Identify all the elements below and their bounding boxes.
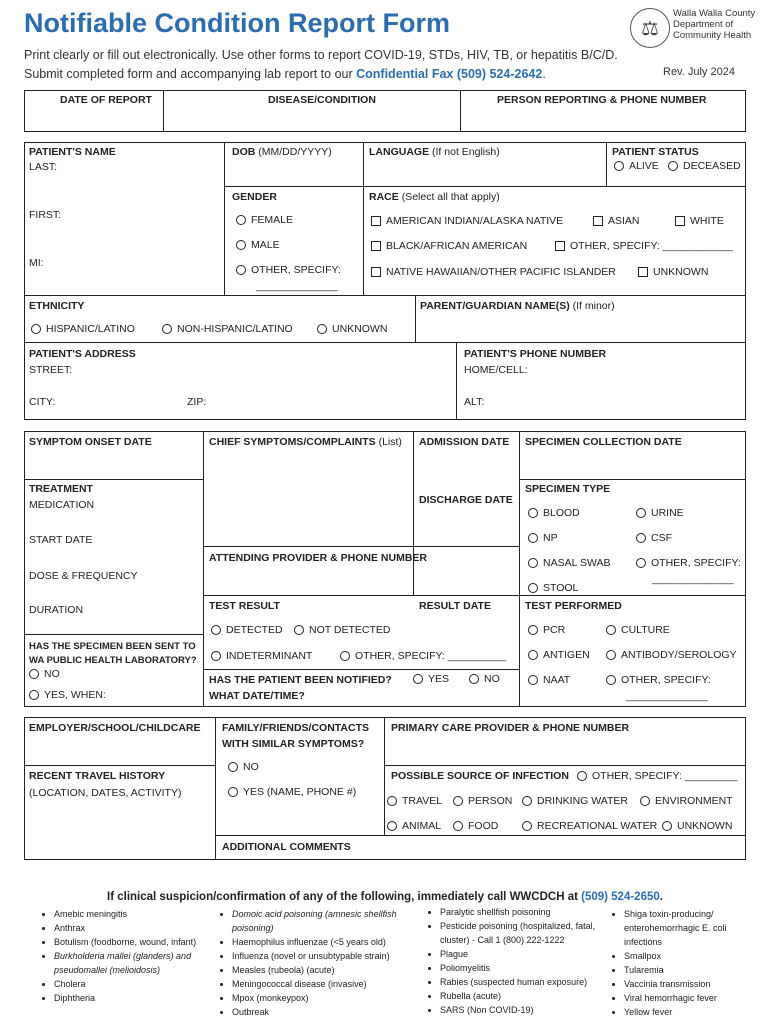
race-unknown-checkbox[interactable]: UNKNOWN (638, 266, 708, 278)
zip-field[interactable]: ZIP: (187, 396, 207, 408)
possible-source-label: POSSIBLE SOURCE OF INFECTION (391, 770, 569, 782)
list-item: • Tularemia (624, 963, 764, 977)
urgent-call-banner: If clinical suspicion/confirmation of any of the following, immediately call WWCDCH at (509) 524-2650. (107, 891, 663, 903)
list-item: • Influenza (novel or unsubtypable strain) (232, 949, 422, 963)
confidential-fax-link[interactable]: Confidential Fax (509) 524-2642 (356, 67, 543, 81)
department-name: Walla Walla County Department of Community Health (673, 8, 756, 41)
notified-no-radio[interactable]: NO (469, 673, 500, 685)
list-item: • Yellow fever (624, 1005, 764, 1019)
source-food-radio[interactable]: FOOD (453, 820, 498, 832)
source-unknown-radio[interactable]: UNKNOWN (662, 820, 732, 832)
medication-field[interactable]: MEDICATION (29, 499, 95, 511)
test-other-blank[interactable]: ______________ (626, 690, 708, 702)
county-seal-icon: ⚖ (630, 8, 670, 48)
test-antibody-radio[interactable]: ANTIBODY/SEROLOGY (606, 649, 737, 661)
instructions-line-2: Submit completed form and accompanying lab report to our Confidential Fax (509) 524-2642. (24, 67, 546, 81)
travel-history-label: RECENT TRAVEL HISTORY (29, 770, 166, 782)
list-item: • Anthrax (54, 921, 229, 935)
source-environment-radio[interactable]: ENVIRONMENT (640, 795, 733, 807)
specimen-blood-radio[interactable]: BLOOD (528, 507, 580, 519)
list-item: • Amebic meningitis (54, 907, 229, 921)
list-item: • Smallpox (624, 949, 764, 963)
dob-field[interactable]: DOB (MM/DD/YYYY) (232, 146, 332, 158)
contacts-yes-radio[interactable]: YES (NAME, PHONE #) (228, 786, 356, 798)
patient-status-label: PATIENT STATUS (612, 146, 699, 158)
result-detected-radio[interactable]: DETECTED (211, 624, 283, 636)
language-field[interactable]: LANGUAGE (If not English) (369, 146, 500, 158)
ethnicity-label: ETHNICITY (29, 300, 85, 312)
result-indeterminant-radio[interactable]: INDETERMINANT (211, 650, 312, 662)
test-culture-radio[interactable]: CULTURE (606, 624, 670, 636)
treatment-label: TREATMENT (29, 483, 93, 495)
test-naat-radio[interactable]: NAAT (528, 674, 570, 686)
additional-comments-field[interactable]: ADDITIONAL COMMENTS (222, 841, 351, 853)
patient-section (24, 142, 746, 420)
patient-address-label: PATIENT'S ADDRESS (29, 348, 136, 360)
specimen-collection-label: SPECIMEN COLLECTION DATE (525, 436, 682, 448)
specimen-sent-question-2: WA PUBLIC HEALTH LABORATORY? (29, 655, 197, 666)
race-other-checkbox[interactable]: OTHER, SPECIFY: ____________ (555, 240, 733, 252)
result-not-detected-radio[interactable]: NOT DETECTED (294, 624, 390, 636)
specimen-other-radio[interactable]: OTHER, SPECIFY: (636, 557, 741, 569)
race-nhpi-checkbox[interactable]: NATIVE HAWAIIAN/OTHER PACIFIC ISLANDER (371, 266, 616, 278)
race-black-checkbox[interactable]: BLACK/AFRICAN AMERICAN (371, 240, 527, 252)
race-asian-checkbox[interactable]: ASIAN (593, 215, 640, 227)
conditions-column-4 (612, 907, 764, 1019)
city-field[interactable]: CITY: (29, 396, 56, 408)
notified-yes-radio[interactable]: YES (413, 673, 449, 685)
home-cell-field[interactable]: HOME/CELL: (464, 364, 528, 376)
gender-label: GENDER (232, 191, 277, 203)
disease-condition-label: DISEASE/CONDITION (268, 94, 376, 106)
specimen-csf-radio[interactable]: CSF (636, 532, 672, 544)
duration-field[interactable]: DURATION (29, 604, 84, 616)
specimen-nasal-radio[interactable]: NASAL SWAB (528, 557, 611, 569)
middle-initial-field[interactable]: MI: (29, 257, 44, 269)
date-of-report-label: DATE OF REPORT (60, 94, 152, 106)
source-travel-radio[interactable]: TRAVEL (387, 795, 442, 807)
result-other-radio[interactable]: OTHER, SPECIFY: __________ (340, 650, 506, 662)
family-contacts-label-2: WITH SIMILAR SYMPTOMS? (222, 738, 365, 750)
list-item: • SARS (Non COVID-19) (440, 1003, 618, 1017)
race-label: RACE (Select all that apply) (369, 191, 500, 203)
list-item: • Mpox (monkeypox) (232, 991, 422, 1005)
guardian-name-field[interactable]: PARENT/GUARDIAN NAME(S) (If minor) (420, 300, 615, 312)
notified-date-question: WHAT DATE/TIME? (209, 690, 305, 702)
list-item: • Domoic acid poisoning (amnesic shellfish poisoning) (232, 907, 422, 935)
conditions-column-3 (428, 905, 618, 1017)
specimen-stool-radio[interactable]: STOOL (528, 582, 578, 594)
street-field[interactable]: STREET: (29, 364, 73, 376)
contacts-no-radio[interactable]: NO (228, 761, 259, 773)
specimen-sent-yes-radio[interactable]: YES, WHEN: (29, 689, 106, 701)
list-item: • Outbreak (232, 1005, 422, 1019)
gender-other-blank[interactable]: ______________ (256, 280, 338, 292)
race-aian-checkbox[interactable]: AMERICAN INDIAN/ALASKA NATIVE (371, 215, 563, 227)
specimen-type-label: SPECIMEN TYPE (525, 483, 611, 495)
test-antigen-radio[interactable]: ANTIGEN (528, 649, 590, 661)
list-item: • Viral hemorrhagic fever (624, 991, 764, 1005)
source-other-radio[interactable]: OTHER, SPECIFY: _________ (577, 770, 737, 782)
list-item: • Paralytic shellfish poisoning (440, 905, 618, 919)
dose-frequency-field[interactable]: DOSE & FREQUENCY (29, 570, 138, 582)
list-item: • Poliomyelitis (440, 961, 618, 975)
person-reporting-label: PERSON REPORTING & PHONE NUMBER (497, 94, 707, 106)
gender-male-radio[interactable]: MALE (236, 239, 280, 251)
test-pcr-radio[interactable]: PCR (528, 624, 565, 636)
symptom-onset-label: SYMPTOM ONSET DATE (29, 436, 152, 448)
source-drinking-water-radio[interactable]: DRINKING WATER (522, 795, 628, 807)
patient-name-label: PATIENT'S NAME (29, 146, 116, 158)
ethnicity-hispanic-radio[interactable]: HISPANIC/LATINO (31, 323, 135, 335)
list-item: • Shiga toxin-producing/ enterohemorrhagic E. coli infections (624, 907, 764, 949)
list-item: • Diphtheria (54, 991, 229, 1005)
ethnicity-nonhispanic-radio[interactable]: NON-HISPANIC/LATINO (162, 323, 293, 335)
patient-phone-label: PATIENT'S PHONE NUMBER (464, 348, 607, 360)
list-item: • Rabies (suspected human exposure) (440, 975, 618, 989)
list-item: • Measles (rubeola) (acute) (232, 963, 422, 977)
gender-other-radio[interactable]: OTHER, SPECIFY: (236, 264, 341, 276)
employer-school-label: EMPLOYER/SCHOOL/CHILDCARE (29, 722, 201, 734)
list-item: • Meningococcal disease (invasive) (232, 977, 422, 991)
conditions-column-2 (220, 907, 422, 1019)
list-item: • Pesticide poisoning (hospitalized, fatal, cluster) - Call 1 (800) 222-1222 (440, 919, 618, 947)
list-item: • Plague (440, 947, 618, 961)
attending-provider-label: ATTENDING PROVIDER & PHONE NUMBER (209, 552, 427, 564)
primary-care-label: PRIMARY CARE PROVIDER & PHONE NUMBER (391, 722, 630, 734)
specimen-other-blank[interactable]: ______________ (652, 573, 734, 585)
first-name-field[interactable]: FIRST: (29, 209, 62, 221)
list-item: • Burkholderia mallei (glanders) and pseudomallei (melioidosis) (54, 949, 229, 977)
specimen-sent-question-1: HAS THE SPECIMEN BEEN SENT TO (29, 641, 196, 652)
chief-symptoms-field[interactable]: CHIEF SYMPTOMS/COMPLAINTS (List) (209, 436, 402, 448)
test-result-label: TEST RESULT (209, 600, 280, 612)
form-title: Notifiable Condition Report Form (24, 8, 450, 38)
source-person-radio[interactable]: PERSON (453, 795, 512, 807)
race-white-checkbox[interactable]: WHITE (675, 215, 724, 227)
discharge-date-label: DISCHARGE DATE (419, 494, 513, 506)
result-date-label: RESULT DATE (419, 600, 491, 612)
instructions-line-1: Print clearly or fill out electronically. Use other forms to report COVID-19, STDs, HIV, TB, or hepatitis B/C/D. (24, 48, 618, 62)
source-animal-radio[interactable]: ANIMAL (387, 820, 441, 832)
source-recreational-water-radio[interactable]: RECREATIONAL WATER (522, 820, 657, 832)
status-deceased-radio[interactable]: DECEASED (668, 160, 741, 172)
status-alive-radio[interactable]: ALIVE (614, 160, 659, 172)
test-other-radio[interactable]: OTHER, SPECIFY: (606, 674, 711, 686)
gender-female-radio[interactable]: FEMALE (236, 214, 293, 226)
start-date-field[interactable]: START DATE (29, 534, 93, 546)
list-item: • Cholera (54, 977, 229, 991)
revision-date: Rev. July 2024 (663, 66, 735, 78)
specimen-sent-no-radio[interactable]: NO (29, 668, 60, 680)
admission-date-label: ADMISSION DATE (419, 436, 510, 448)
list-item: • Haemophilus influenzae (<5 years old) (232, 935, 422, 949)
list-item: • Botulism (foodborne, wound, infant) (54, 935, 229, 949)
family-contacts-label-1: FAMILY/FRIENDS/CONTACTS (222, 722, 370, 734)
specimen-np-radio[interactable]: NP (528, 532, 558, 544)
travel-history-note: (LOCATION, DATES, ACTIVITY) (29, 787, 182, 799)
alt-phone-field[interactable]: ALT: (464, 396, 485, 408)
wwcdch-phone[interactable]: (509) 524-2650 (581, 891, 660, 903)
conditions-column-1 (42, 907, 229, 1005)
patient-notified-question: HAS THE PATIENT BEEN NOTIFIED? (209, 674, 392, 686)
specimen-urine-radio[interactable]: URINE (636, 507, 684, 519)
list-item: • Vaccinia transmission (624, 977, 764, 991)
test-performed-label: TEST PERFORMED (525, 600, 622, 612)
last-name-field[interactable]: LAST: (29, 161, 58, 173)
ethnicity-unknown-radio[interactable]: UNKNOWN (317, 323, 387, 335)
list-item: • Rubella (acute) (440, 989, 618, 1003)
